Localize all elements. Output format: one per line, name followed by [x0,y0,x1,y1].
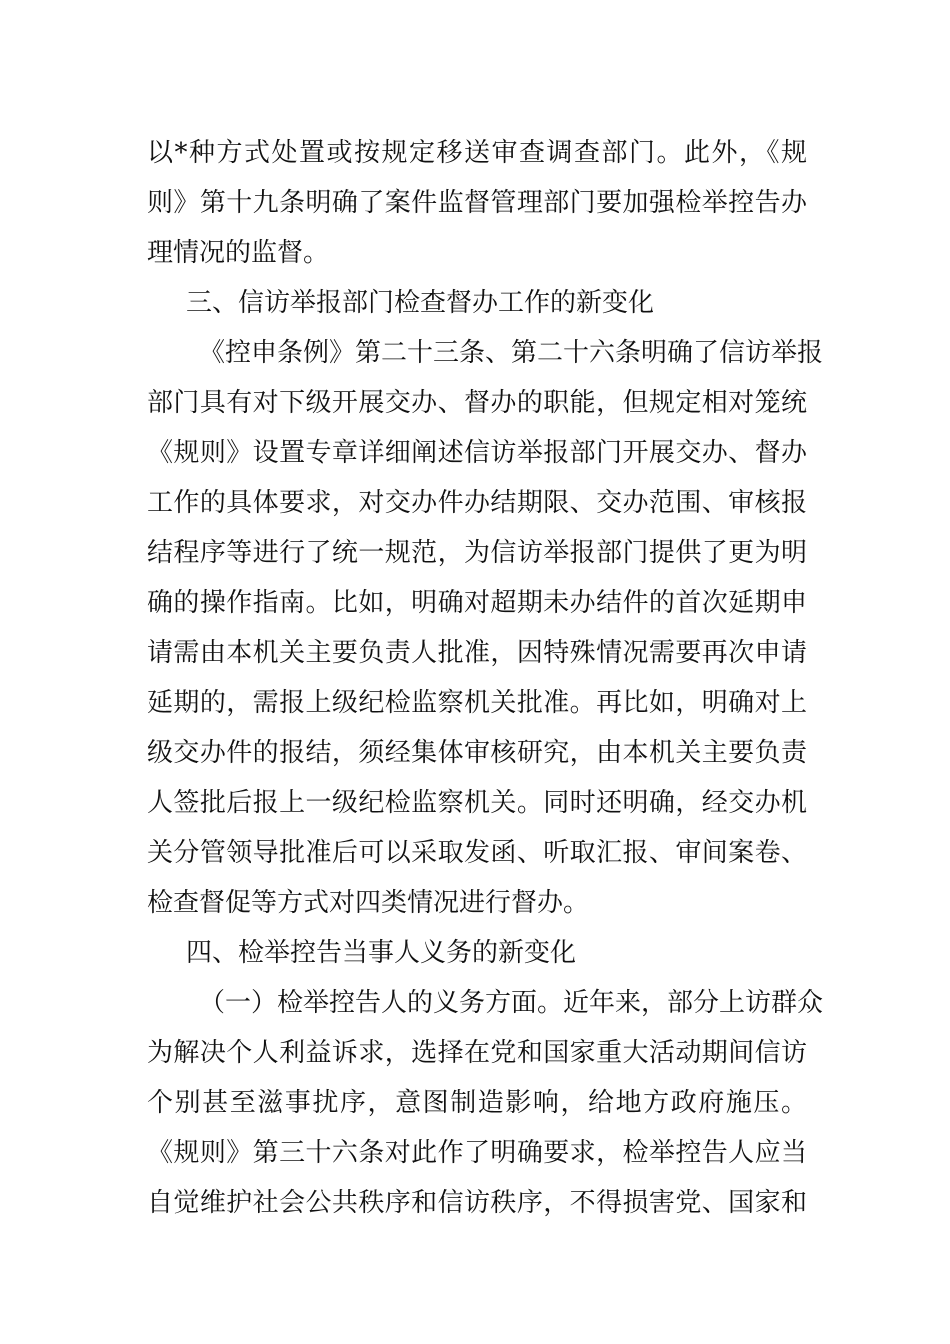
text-line: 为解决个人利益诉求，选择在党和国家重大活动期间信访 [147,1038,807,1068]
text-line: 级交办件的报结，须经集体审核研究，由本机关主要负责 [147,738,807,768]
text-line: 检查督促等方式对四类情况进行督办。 [147,888,590,918]
text-line: 部门具有对下级开展交办、督办的职能，但规定相对笼统 [147,388,807,418]
text-line: 工作的具体要求，对交办件办结期限、交办范围、审核报 [147,488,807,518]
section-heading-3: 三、信访举报部门检查督办工作的新变化 [186,288,655,318]
text-line: 理情况的监督。 [147,238,330,268]
text-line: 延期的，需报上级纪检监察机关批准。再比如，明确对上 [147,688,807,718]
text-line: 自觉维护社会公共秩序和信访秩序，不得损害党、国家和 [147,1188,807,1218]
text-line: 以*种方式处置或按规定移送审查调查部门。此外，《规 [147,138,807,168]
text-line: 则》第十九条明确了案件监督管理部门要加强检举控告办 [147,188,807,218]
text-line: 《规则》第三十六条对此作了明确要求，检举控告人应当 [147,1138,807,1168]
text-line: （一）检举控告人的义务方面。近年来，部分上访群众 [199,988,824,1018]
text-line: 确的操作指南。比如，明确对超期未办结件的首次延期申 [147,588,807,618]
text-line: 关分管领导批准后可以采取发函、听取汇报、审间案卷、 [147,838,807,868]
text-line: 结程序等进行了统一规范，为信访举报部门提供了更为明 [147,538,807,568]
text-line: 《控申条例》第二十三条、第二十六条明确了信访举报 [199,338,824,368]
section-heading-4: 四、检举控告当事人义务的新变化 [186,938,577,968]
text-line: 个别甚至滋事扰序，意图制造影响，给地方政府施压。 [147,1088,807,1118]
text-line: 请需由本机关主要负责人批准，因特殊情况需要再次申请 [147,638,807,668]
text-line: 人签批后报上一级纪检监察机关。同时还明确，经交办机 [147,788,807,818]
text-line: 《规则》设置专章详细阐述信访举报部门开展交办、督办 [147,438,807,468]
